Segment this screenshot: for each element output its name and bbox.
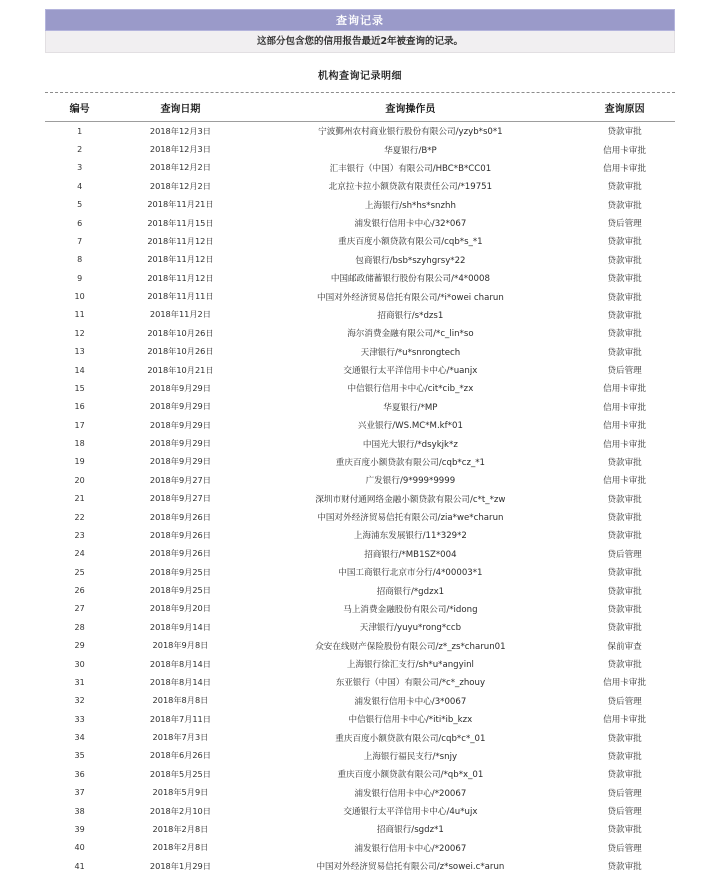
- cell-date: 2018年11月12日: [114, 251, 246, 269]
- cell-reason: 贷后管理: [574, 545, 675, 563]
- table-row: [45, 655, 675, 673]
- cell-date: 2018年9月29日: [114, 398, 246, 416]
- cell-operator: 招商银行/s*dzs1: [247, 306, 575, 324]
- cell-date: 2018年6月26日: [114, 747, 246, 765]
- cell-operator: 中国工商银行北京市分行/4*00003*1: [247, 563, 575, 581]
- cell-reason: 保前审查: [574, 637, 675, 655]
- cell-no: 28: [45, 618, 114, 636]
- cell-reason: 贷款审批: [574, 765, 675, 783]
- cell-no: 10: [45, 287, 114, 305]
- table-row: [45, 287, 675, 305]
- cell-operator: 汇丰银行（中国）有限公司/HBC*B*CC01: [247, 159, 575, 177]
- cell-reason: 贷款审批: [574, 563, 675, 581]
- table-row: [45, 214, 675, 232]
- table-header-row: [45, 93, 675, 122]
- cell-no: 3: [45, 159, 114, 177]
- column-header-date: 查询日期: [114, 93, 246, 122]
- report-note-band: 这部分包含您的信用报告最近2年被查询的记录。: [45, 31, 675, 53]
- cell-no: 2: [45, 140, 114, 158]
- cell-no: 26: [45, 581, 114, 599]
- cell-reason: 贷款审批: [574, 618, 675, 636]
- cell-date: 2018年11月11日: [114, 287, 246, 305]
- cell-operator: 上海浦东发展银行/11*329*2: [247, 526, 575, 544]
- cell-no: 4: [45, 177, 114, 195]
- cell-date: 2018年10月26日: [114, 343, 246, 361]
- cell-operator: 中国对外经济贸易信托有限公司/z*sowei.c*arun: [247, 857, 575, 875]
- cell-reason: 贷后管理: [574, 802, 675, 820]
- table-body: [45, 122, 675, 875]
- cell-no: 27: [45, 600, 114, 618]
- cell-operator: 中国对外经济贸易信托有限公司/*i*owei charun: [247, 287, 575, 305]
- cell-date: 2018年8月14日: [114, 673, 246, 691]
- cell-date: 2018年9月25日: [114, 581, 246, 599]
- cell-reason: 信用卡审批: [574, 159, 675, 177]
- cell-operator: 宁波鄞州农村商业银行股份有限公司/yzyb*s0*1: [247, 122, 575, 141]
- cell-date: 2018年7月11日: [114, 710, 246, 728]
- table-header: [45, 93, 675, 122]
- cell-operator: 上海银行/sh*hs*snzhh: [247, 196, 575, 214]
- table-row: [45, 747, 675, 765]
- cell-no: 5: [45, 196, 114, 214]
- cell-date: 2018年7月3日: [114, 728, 246, 746]
- cell-no: 29: [45, 637, 114, 655]
- cell-no: 36: [45, 765, 114, 783]
- cell-operator: 中信银行信用卡中心/cit*cib_*zx: [247, 379, 575, 397]
- table-row: [45, 361, 675, 379]
- table-row: [45, 508, 675, 526]
- table-row: [45, 159, 675, 177]
- cell-date: 2018年9月29日: [114, 434, 246, 452]
- cell-date: 2018年12月2日: [114, 159, 246, 177]
- credit-report-page: [0, 9, 720, 875]
- table-row: [45, 563, 675, 581]
- cell-operator: 招商银行/*gdzx1: [247, 581, 575, 599]
- cell-date: 2018年9月29日: [114, 416, 246, 434]
- section-caption: 机构查询记录明细: [45, 67, 675, 82]
- table-row: [45, 122, 675, 141]
- table-row: [45, 177, 675, 195]
- cell-operator: 马上消费金融股份有限公司/*idong: [247, 600, 575, 618]
- cell-reason: 贷后管理: [574, 214, 675, 232]
- cell-operator: 中国对外经济贸易信托有限公司/zia*we*charun: [247, 508, 575, 526]
- table-row: [45, 692, 675, 710]
- cell-reason: 贷款审批: [574, 453, 675, 471]
- cell-no: 22: [45, 508, 114, 526]
- cell-reason: 贷后管理: [574, 839, 675, 857]
- cell-reason: 贷款审批: [574, 820, 675, 838]
- cell-operator: 北京拉卡拉小额贷款有限责任公司/*19751: [247, 177, 575, 195]
- cell-no: 40: [45, 839, 114, 857]
- cell-reason: 贷款审批: [574, 581, 675, 599]
- cell-reason: 信用卡审批: [574, 471, 675, 489]
- cell-operator: 交通银行太平洋信用卡中心/*uanjx: [247, 361, 575, 379]
- cell-reason: 信用卡审批: [574, 710, 675, 728]
- cell-no: 14: [45, 361, 114, 379]
- cell-reason: 信用卡审批: [574, 379, 675, 397]
- cell-operator: 招商银行/sgdz*1: [247, 820, 575, 838]
- table-row: [45, 398, 675, 416]
- cell-no: 8: [45, 251, 114, 269]
- table-row: [45, 802, 675, 820]
- table-row: [45, 618, 675, 636]
- table-row: [45, 343, 675, 361]
- cell-operator: 上海银行徐汇支行/sh*u*angyinl: [247, 655, 575, 673]
- cell-date: 2018年2月10日: [114, 802, 246, 820]
- cell-no: 7: [45, 232, 114, 250]
- table-row: [45, 765, 675, 783]
- cell-operator: 兴业银行/WS.MC*M.kf*01: [247, 416, 575, 434]
- cell-date: 2018年9月26日: [114, 526, 246, 544]
- cell-operator: 重庆百度小额贷款有限公司/*qb*x_01: [247, 765, 575, 783]
- cell-date: 2018年9月26日: [114, 545, 246, 563]
- cell-reason: 信用卡审批: [574, 140, 675, 158]
- cell-date: 2018年11月21日: [114, 196, 246, 214]
- cell-reason: 贷款审批: [574, 508, 675, 526]
- table-row: [45, 490, 675, 508]
- cell-operator: 广发银行/9*999*9999: [247, 471, 575, 489]
- cell-date: 2018年9月27日: [114, 471, 246, 489]
- cell-reason: 贷款审批: [574, 343, 675, 361]
- cell-date: 2018年12月2日: [114, 177, 246, 195]
- cell-no: 17: [45, 416, 114, 434]
- cell-reason: 贷款审批: [574, 251, 675, 269]
- cell-operator: 招商银行/*MB1SZ*004: [247, 545, 575, 563]
- cell-no: 20: [45, 471, 114, 489]
- cell-reason: 贷款审批: [574, 655, 675, 673]
- cell-operator: 重庆百度小额贷款有限公司/cqb*s_*1: [247, 232, 575, 250]
- table-row: [45, 453, 675, 471]
- cell-date: 2018年10月21日: [114, 361, 246, 379]
- table-row: [45, 526, 675, 544]
- cell-operator: 东亚银行（中国）有限公司/*c*_zhouy: [247, 673, 575, 691]
- table-row: [45, 324, 675, 342]
- cell-reason: 贷款审批: [574, 196, 675, 214]
- cell-no: 12: [45, 324, 114, 342]
- cell-reason: 贷款审批: [574, 490, 675, 508]
- cell-reason: 信用卡审批: [574, 434, 675, 452]
- cell-date: 2018年8月8日: [114, 692, 246, 710]
- table-row: [45, 820, 675, 838]
- table-row: [45, 232, 675, 250]
- table-row: [45, 600, 675, 618]
- column-header-operator: 查询操作员: [247, 93, 575, 122]
- cell-date: 2018年9月29日: [114, 379, 246, 397]
- cell-no: 11: [45, 306, 114, 324]
- cell-no: 41: [45, 857, 114, 875]
- cell-no: 25: [45, 563, 114, 581]
- table-row: [45, 637, 675, 655]
- cell-reason: 贷后管理: [574, 692, 675, 710]
- cell-no: 38: [45, 802, 114, 820]
- cell-no: 16: [45, 398, 114, 416]
- cell-no: 15: [45, 379, 114, 397]
- cell-no: 31: [45, 673, 114, 691]
- column-header-reason: 查询原因: [574, 93, 675, 122]
- cell-no: 30: [45, 655, 114, 673]
- cell-no: 37: [45, 784, 114, 802]
- cell-reason: 贷款审批: [574, 269, 675, 287]
- table-row: [45, 434, 675, 452]
- table-row: [45, 857, 675, 875]
- cell-no: 34: [45, 728, 114, 746]
- table-row: [45, 673, 675, 691]
- cell-no: 9: [45, 269, 114, 287]
- cell-no: 6: [45, 214, 114, 232]
- table-row: [45, 416, 675, 434]
- cell-reason: 贷款审批: [574, 526, 675, 544]
- cell-operator: 中国光大银行/*dsykjk*z: [247, 434, 575, 452]
- cell-no: 19: [45, 453, 114, 471]
- cell-date: 2018年9月20日: [114, 600, 246, 618]
- cell-date: 2018年9月29日: [114, 453, 246, 471]
- cell-no: 23: [45, 526, 114, 544]
- cell-no: 21: [45, 490, 114, 508]
- cell-reason: 信用卡审批: [574, 398, 675, 416]
- cell-date: 2018年9月25日: [114, 563, 246, 581]
- cell-date: 2018年5月25日: [114, 765, 246, 783]
- table-row: [45, 710, 675, 728]
- page-title-bar: 查询记录: [45, 9, 675, 31]
- cell-reason: 信用卡审批: [574, 416, 675, 434]
- cell-no: 1: [45, 122, 114, 141]
- cell-operator: 天津银行/*u*snrongtech: [247, 343, 575, 361]
- cell-operator: 浦发银行信用卡中心/*20067: [247, 839, 575, 857]
- cell-no: 39: [45, 820, 114, 838]
- cell-date: 2018年9月26日: [114, 508, 246, 526]
- cell-operator: 交通银行太平洋信用卡中心/4u*ujx: [247, 802, 575, 820]
- cell-date: 2018年8月14日: [114, 655, 246, 673]
- table-row: [45, 379, 675, 397]
- cell-date: 2018年5月9日: [114, 784, 246, 802]
- table-row: [45, 471, 675, 489]
- cell-operator: 重庆百度小额贷款有限公司/cqb*cz_*1: [247, 453, 575, 471]
- cell-reason: 贷款审批: [574, 728, 675, 746]
- cell-date: 2018年9月27日: [114, 490, 246, 508]
- cell-reason: 贷款审批: [574, 324, 675, 342]
- cell-no: 24: [45, 545, 114, 563]
- cell-date: 2018年9月14日: [114, 618, 246, 636]
- table-row: [45, 306, 675, 324]
- cell-reason: 贷款审批: [574, 857, 675, 875]
- cell-reason: 贷款审批: [574, 177, 675, 195]
- cell-reason: 贷款审批: [574, 600, 675, 618]
- table-row: [45, 839, 675, 857]
- cell-reason: 贷款审批: [574, 287, 675, 305]
- table-row: [45, 196, 675, 214]
- table-row: [45, 140, 675, 158]
- table-row: [45, 581, 675, 599]
- cell-date: 2018年10月26日: [114, 324, 246, 342]
- cell-operator: 中国邮政储蓄银行股份有限公司/*4*0008: [247, 269, 575, 287]
- cell-date: 2018年12月3日: [114, 122, 246, 141]
- cell-reason: 贷款审批: [574, 232, 675, 250]
- cell-date: 2018年2月8日: [114, 839, 246, 857]
- column-header-no: 编号: [45, 93, 114, 122]
- table-row: [45, 545, 675, 563]
- table-row: [45, 784, 675, 802]
- cell-date: 2018年2月8日: [114, 820, 246, 838]
- inquiry-records-table: [45, 93, 675, 875]
- cell-date: 2018年9月8日: [114, 637, 246, 655]
- cell-operator: 众安在线财产保险股份有限公司/z*_zs*charun01: [247, 637, 575, 655]
- cell-date: 2018年11月2日: [114, 306, 246, 324]
- cell-reason: 信用卡审批: [574, 673, 675, 691]
- cell-reason: 贷后管理: [574, 361, 675, 379]
- cell-operator: 重庆百度小额贷款有限公司/cqb*c*_01: [247, 728, 575, 746]
- cell-date: 2018年11月12日: [114, 232, 246, 250]
- cell-operator: 天津银行/yuyu*rong*ccb: [247, 618, 575, 636]
- cell-no: 35: [45, 747, 114, 765]
- cell-operator: 上海银行福民支行/*snjy: [247, 747, 575, 765]
- cell-date: 2018年1月29日: [114, 857, 246, 875]
- cell-operator: 海尔消费金融有限公司/*c_lin*so: [247, 324, 575, 342]
- cell-date: 2018年11月12日: [114, 269, 246, 287]
- cell-no: 13: [45, 343, 114, 361]
- cell-reason: 贷款审批: [574, 306, 675, 324]
- cell-reason: 贷款审批: [574, 122, 675, 141]
- table-row: [45, 251, 675, 269]
- cell-no: 32: [45, 692, 114, 710]
- cell-operator: 中信银行信用卡中心/*iti*ib_kzx: [247, 710, 575, 728]
- cell-operator: 深圳市财付通网络金融小额贷款有限公司/c*t_*zw: [247, 490, 575, 508]
- cell-operator: 浦发银行信用卡中心/*20067: [247, 784, 575, 802]
- cell-reason: 贷款审批: [574, 747, 675, 765]
- table-row: [45, 728, 675, 746]
- cell-operator: 华夏银行/B*P: [247, 140, 575, 158]
- table-row: [45, 269, 675, 287]
- cell-date: 2018年11月15日: [114, 214, 246, 232]
- cell-no: 18: [45, 434, 114, 452]
- cell-operator: 包商银行/bsb*szyhgrsy*22: [247, 251, 575, 269]
- cell-operator: 浦发银行信用卡中心/32*067: [247, 214, 575, 232]
- cell-operator: 华夏银行/*MP: [247, 398, 575, 416]
- cell-no: 33: [45, 710, 114, 728]
- cell-operator: 浦发银行信用卡中心/3*0067: [247, 692, 575, 710]
- cell-reason: 贷后管理: [574, 784, 675, 802]
- cell-date: 2018年12月3日: [114, 140, 246, 158]
